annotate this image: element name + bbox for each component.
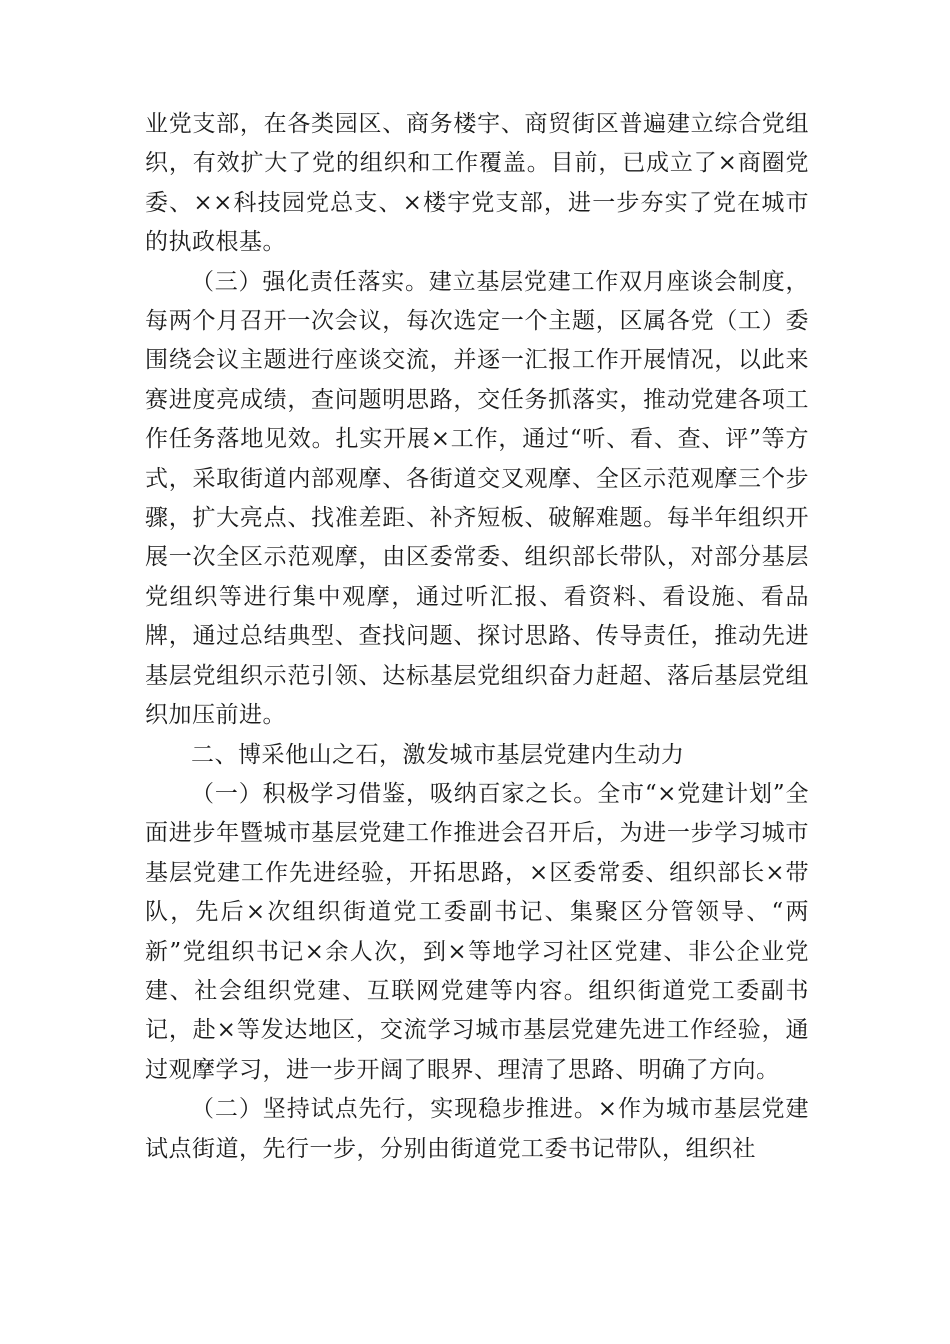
paragraph-continuation: 业党支部，在各类园区、商务楼宇、商贸街区普遍建立综合党组织，有效扩大了党的组织和工作覆盖。目前，已成立了×商圈党委、××科技园党总支、×楼宇党支部，进一步夯实了党在城市的执政根基。 bbox=[145, 111, 809, 256]
paragraph-pilot-first: （二）坚持试点先行，实现稳步推进。×作为城市基层党建试点街道，先行一步，分别由街道党工委书记带队，组织社 bbox=[145, 1096, 809, 1162]
section-heading-2: 二、博采他山之石，激发城市基层党建内生动力 bbox=[191, 741, 685, 768]
paragraph-learn-from-others: （一）积极学习借鉴，吸纳百家之长。全市“×党建计划”全面进步年暨城市基层党建工作推进会召开后，为进一步学习城市基层党建工作先进经验，开拓思路，×区委常委、组织部长×带队，先后×次组织街道党工委副书记、集聚区分管领导、“两新”党组织书记×余人次，到×等地学习社区党建、非公企业党建、社会组织党建、互联网党建等内容。组织街道党工委副书记，赴×等发达地区，交流学习城市基层党建先进工作经验，通过观摩学习，进一步开阔了眼界、理清了思路、明确了方向。 bbox=[145, 780, 809, 1083]
paragraph-strengthen-responsibility: （三）强化责任落实。建立基层党建工作双月座谈会制度，每两个月召开一次会议，每次选定一个主题，区属各党（工）委围绕会议主题进行座谈交流，并逐一汇报工作开展情况，以此来赛进度亮成绩，查问题明思路，交任务抓落实，推动党建各项工作任务落地见效。扎实开展×工作，通过“听、看、查、评”等方式，采取街道内部观摩、各街道交叉观摩、全区示范观摩三个步骤，扩大亮点、找准差距、补齐短板、破解难题。每半年组织开展一次全区示范观摩，由区委常委、组织部长带队，对部分基层党组织等进行集中观摩，通过听汇报、看资料、看设施、看品牌，通过总结典型、查找问题、探讨思路、传导责任，推动先进基层党组织示范引领、达标基层党组织奋力赶超、落后基层党组织加压前进。 bbox=[145, 268, 809, 729]
document-body bbox=[145, 105, 809, 1169]
